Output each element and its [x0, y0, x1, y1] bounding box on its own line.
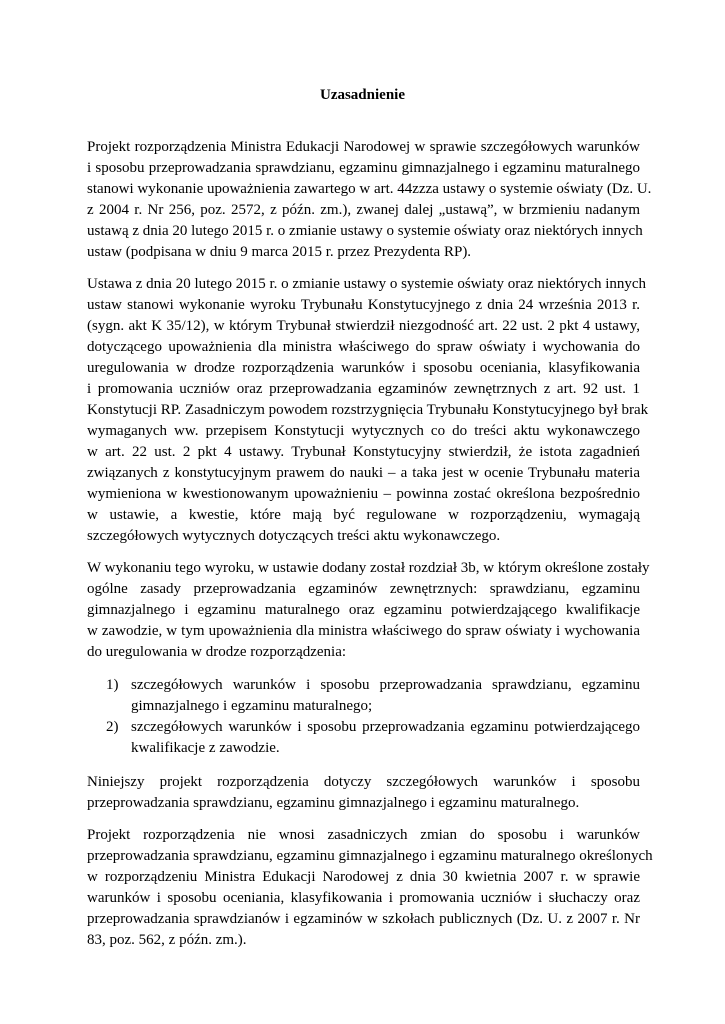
text-line: przeprowadzania sprawdzianów i egzaminów w szkołach publicznych (Dz. U. z 2007 r. Nr: [87, 911, 640, 927]
text-line: ustaw stanowi wykonanie wyroku Trybunału Konstytucyjnego z dnia 24 września 2013 r.: [87, 297, 640, 313]
list-item-number: 2): [106, 719, 119, 735]
text-line: gimnazjalnego i egzaminu maturalnego oraz egzaminu potwierdzającego kwalifikacje: [87, 602, 640, 618]
text-line: ustaw (podpisana w dniu 9 marca 2015 r. przez Prezydenta RP).: [87, 244, 472, 260]
text-line: kwalifikacje z zawodzie.: [131, 740, 280, 756]
text-line: warunków i sposobu oceniania, klasyfikowania i promowania uczniów i słuchaczy oraz: [87, 890, 640, 906]
text-line: wymieniona w kwestionowanym upoważnieniu – powinna zostać określona bezpośrednio: [87, 486, 640, 502]
text-line: i sposobu przeprowadzania sprawdzianu, egzaminu gimnazjalnego i egzaminu maturalnego: [87, 160, 640, 176]
text-line: ogólne zasady przeprowadzania egzaminów zewnętrznych: sprawdzianu, egzaminu: [87, 581, 640, 597]
text-line: Ustawa z dnia 20 lutego 2015 r. o zmianie ustawy o systemie oświaty oraz niektórych innych: [87, 276, 647, 292]
text-line: Projekt rozporządzenia nie wnosi zasadniczych zmian do sposobu i warunków: [87, 827, 640, 843]
text-line: i promowania uczniów oraz przeprowadzania egzaminów zewnętrznych z art. 92 ust. 1: [87, 381, 640, 397]
text-line: z 2004 r. Nr 256, poz. 2572, z późn. zm.), zwanej dalej „ustawą”, w brzmieniu nadanym: [87, 202, 640, 218]
text-line: przeprowadzania sprawdzianu, egzaminu gimnazjalnego i egzaminu maturalnego określonych: [87, 848, 653, 864]
text-line: w art. 22 ust. 2 pkt 4 ustawy. Trybunał Konstytucyjny stwierdził, że istota zagadnień: [87, 444, 640, 460]
text-line: stanowi wykonanie upoważnienia zawartego w art. 44zzza ustawy o systemie oświaty (Dz. U.: [87, 181, 652, 197]
list-item-number: 1): [106, 677, 119, 693]
text-line: szczegółowych wytycznych dotyczących treści aktu wykonawczego.: [87, 528, 501, 544]
text-line: ustawą z dnia 20 lutego 2015 r. o zmianie ustawy o systemie oświaty oraz niektórych innych: [87, 223, 643, 239]
text-line: w zawodzie, w tym upoważnienia dla ministra właściwego do spraw oświaty i wychowania: [87, 623, 640, 639]
text-line: Konstytucji RP. Zasadniczym powodem rozstrzygnięcia Trybunału Konstytucyjnego był brak: [87, 402, 649, 418]
text-line: Niniejszy projekt rozporządzenia dotyczy szczegółowych warunków i sposobu: [87, 774, 640, 790]
text-line: dotyczącego upoważnienia dla ministra właściwego do spraw oświaty i wychowania do: [87, 339, 640, 355]
text-line: uregulowania w drodze rozporządzenia warunków i sposobu oceniania, klasyfikowania: [87, 360, 640, 376]
text-line: 83, poz. 562, z późn. zm.).: [87, 932, 247, 948]
text-line: do uregulowania w drodze rozporządzenia:: [87, 644, 347, 660]
text-line: związanych z konstytucyjnym prawem do nauki – a taka jest w ocenie Trybunału materia: [87, 465, 640, 481]
document-title: Uzasadnienie: [319, 87, 405, 103]
text-line: (sygn. akt K 35/12), w którym Trybunał stwierdził niezgodność art. 22 ust. 2 pkt 4 ustawy,: [87, 318, 640, 334]
text-line: wymaganych ww. przepisem Konstytucji wytycznych co do treści aktu wykonawczego: [87, 423, 640, 439]
text-line: Projekt rozporządzenia Ministra Edukacji Narodowej w sprawie szczegółowych warunków: [87, 139, 640, 155]
text-line: szczegółowych warunków i sposobu przeprowadzania egzaminu potwierdzającego: [131, 719, 640, 735]
text-line: w rozporządzeniu Ministra Edukacji Narodowej z dnia 30 kwietnia 2007 r. w sprawie: [87, 869, 640, 885]
text-line: szczegółowych warunków i sposobu przeprowadzania sprawdzianu, egzaminu: [131, 677, 640, 693]
text-line: gimnazjalnego i egzaminu maturalnego;: [131, 698, 373, 714]
text-line: przeprowadzania sprawdzianu, egzaminu gimnazjalnego i egzaminu maturalnego.: [87, 795, 580, 811]
text-line: W wykonaniu tego wyroku, w ustawie dodany został rozdział 3b, w którym określone zostały: [87, 560, 650, 576]
text-line: w ustawie, a kwestie, które mają być regulowane w rozporządzeniu, wymagają: [87, 507, 640, 523]
